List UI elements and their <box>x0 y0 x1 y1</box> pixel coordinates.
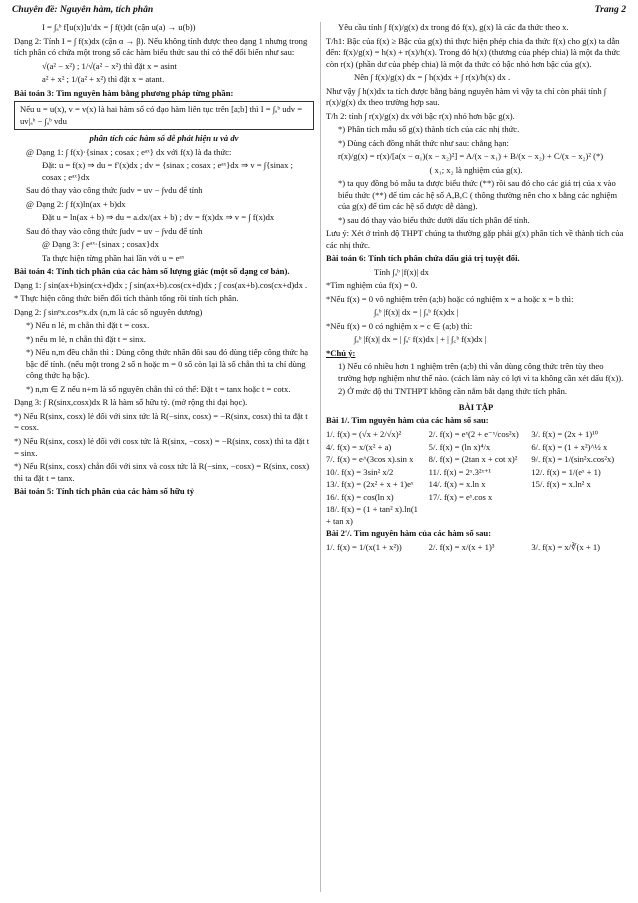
right-column-body <box>326 22 626 398</box>
right-paragraph: Yêu cầu tính ∫ f(x)/g(x) dx trong đó f(x), g(x) là các đa thức theo x. <box>338 22 569 32</box>
left-paragraph: Dạng 3: ∫ R(sinx,cosx)dx R là hàm số hữu tỷ. (mở rộng thi đại học). <box>14 397 248 408</box>
left-paragraph: Bài toán 3: Tìm nguyên hàm bằng phương pháp từng phần: <box>14 87 234 98</box>
exercise-item: 8/. f(x) = (2tan x + cot x)² <box>428 454 518 465</box>
right-column <box>326 22 626 554</box>
left-paragraph: *) Nếu n lẻ, m chẵn thì đặt t = cosx. <box>26 320 150 331</box>
left-paragraph: @ Dạng 1: ∫ f(x)·{sinax ; cosax ; eᵃˣ} dx với f(x) là đa thức: <box>26 146 232 157</box>
exercise-item: 10/. f(x) = 3sin² x/2 <box>326 466 394 477</box>
page-number: Trang 2 <box>594 4 626 15</box>
exercise-item <box>531 504 626 527</box>
left-paragraph: Dạng 2: ∫ sinⁿx.cosᵐx.dx (n,m là các số nguyên dương) <box>14 306 203 317</box>
exercise-item: 1/. f(x) = 1/(x(1 + x²)) <box>326 541 402 552</box>
left-paragraph: Nếu u = u(x), v = v(x) là hai hàm số có đạo hàm liên tục trên [a;b] thì I = ∫ₐᵇ udv = uv|ₐᵇ − ∫ₐᵇ vdu <box>14 101 314 130</box>
left-paragraph: @ Dạng 2: ∫ f(x)ln(ax + b)dx <box>26 198 126 209</box>
right-paragraph: 2) Ở mức độ thi TNTHPT không cần nắm bắt dạng thức tích phân. <box>338 386 568 397</box>
exercise-row <box>326 504 626 527</box>
left-paragraph: √(a² − x²) ; 1/√(a² − x²) thì đặt x = asint <box>42 60 177 71</box>
left-paragraph: * Thực hiện công thức biến đổi tích thành tổng rồi tính tích phân. <box>14 293 239 304</box>
exercise-item: 12/. f(x) = 1/(eˣ + 1) <box>531 466 601 477</box>
exercise-item: 17/. f(x) = eˣ.cos x <box>428 491 493 502</box>
exercise-2-title: Bài 2'/. Tìm nguyên hàm của các hàm số sau: <box>326 528 492 539</box>
left-paragraph: @ Dạng 3: ∫ eᵃˣ·{sinax ; cosax}dx <box>42 239 159 250</box>
exercise-item: 7/. f(x) = e^(3cos x).sin x <box>326 454 414 465</box>
exercise-row <box>326 492 626 504</box>
left-paragraph: *) nếu m lẻ, n chẵn thì đặt t = sinx. <box>26 333 146 344</box>
exercise-item: 1/. f(x) = (√x + 2/√x)² <box>326 428 402 439</box>
exercises-heading: BÀI TẬP <box>458 401 494 412</box>
exercise-item: 5/. f(x) = (ln x)⁴/x <box>428 441 491 452</box>
left-paragraph: *) Nếu R(sinx, cosx) lẻ đối với cosx tức là R(sinx, −cosx) = −R(sinx, cosx) thì ta đặt t = sinx. <box>14 435 310 458</box>
left-paragraph: Dạng 2: Tính I = ∫ f(x)dx (cận α → β). Nếu không tính được theo dạng 1 nhưng trong tích phân có chứa một trong số các hàm biểu thức sau thì có thể đổi biến như sau: <box>14 35 308 58</box>
left-paragraph: *) n,m ∈ Z nếu n+m là số nguyên chẵn thì có thể: Đặt t = tanx hoặc t = cotx. <box>26 383 291 394</box>
left-paragraph: Đặt: u = f(x) ⇒ du = f′(x)dx ; dv = {sinax ; cosax ; eᵃˣ}dx ⇒ v = ∫{sinax ; cosax ; eᵃˣ}dx <box>42 160 293 182</box>
exercise-item: 6/. f(x) = (1 + x²)^½ x <box>531 441 608 452</box>
left-paragraph: *) Nếu n,m đều chẵn thì : Dùng công thức nhân đôi sau đó dùng tiếp công thức hạ bậc để tính. (nếu một trong 2 số n hoặc m = 0 số còn lại là số chẵn thì ta chỉ dùng công thức hạ bậc). <box>26 347 309 381</box>
left-paragraph: *) Nếu R(sinx, cosx) chẵn đối với sinx và cosx tức là R(−sinx, −cosx) = R(sinx, cosx) thì ta đặt t = tanx. <box>14 461 310 483</box>
right-paragraph: Bài toán 6: Tính tích phân chứa dấu giá trị tuyệt đối. <box>326 253 520 264</box>
left-paragraph: I = ∫ₐᵇ f[u(x)]u′dx = ∫ f(t)dt (cận u(a) → u(b)) <box>42 22 196 32</box>
left-paragraph: Bài toán 4: Tính tích phân của các hàm số lượng giác (một số dạng cơ bản). <box>14 266 290 277</box>
right-paragraph: T/h 2: tính ∫ r(x)/g(x) dx với bậc r(x) nhỏ hơn bậc g(x). <box>326 110 515 121</box>
left-column <box>14 22 314 500</box>
right-paragraph: *) sau đó thay vào biểu thức dưới dấu tích phân để tính. <box>338 214 530 225</box>
exercise-item: 13/. f(x) = (2x² + x + 1)eˣ <box>326 479 414 490</box>
right-paragraph: 1) Nếu có nhiều hơn 1 nghiệm trên (a;b) thì vẫn dùng công thức trên tùy theo trường hợp nghiệm như thế nào. (cách làm này có lợi vì ta không cần xét dấu f(x)). <box>338 361 624 383</box>
right-paragraph: ∫ₐᵇ |f(x)| dx = | ∫ₐᵇ f(x)dx | <box>374 307 459 318</box>
left-paragraph: *) Nếu R(sinx, cosx) lẻ đối với sinx tức là R(−sinx, cosx) = −R(sinx, cosx) thì ta đặt t = cosx. <box>14 410 308 433</box>
left-paragraph: Đặt u = ln(ax + b) ⇒ du = a.dx/(ax + b) ; dv = f(x)dx ⇒ v = ∫ f(x)dx <box>42 212 275 223</box>
left-paragraph: Dạng 1: ∫ sin(ax+b)sin(cx+d)dx ; ∫ sin(ax+b).cos(cx+d)dx ; ∫ cos(ax+b).cos(cx+d)dx . <box>14 279 308 290</box>
left-paragraph: Sau đó thay vào công thức ∫udv = uv − ∫vdu để tính <box>26 185 203 196</box>
right-paragraph: Lưu ý: Xét ở trình độ THPT chúng ta thường gặp phải g(x) phân tích về thành tích của các nhị thức. <box>326 228 624 250</box>
exercise-item: 18/. f(x) = (1 + tan² x).ln(1 + tan x) <box>326 504 418 526</box>
exercise-row <box>326 429 626 441</box>
column-divider <box>320 22 321 892</box>
exercise-item <box>429 504 524 527</box>
right-paragraph: Như vậy ∫ h(x)dx ta tích được bằng bảng nguyên hàm vì vậy ta chỉ còn phải tính ∫ r(x)/g(x) dx theo trường hợp sau. <box>326 85 607 108</box>
exercise-item: 2/. f(x) = x/(x + 1)³ <box>428 541 495 552</box>
exercise-1-list <box>326 429 626 527</box>
exercise-row <box>326 479 626 491</box>
right-paragraph: *Chú ý: <box>326 347 356 358</box>
exercise-row <box>326 467 626 479</box>
exercise-1-title: Bài 1/. Tìm nguyên hàm của các hàm số sau: <box>326 415 489 426</box>
right-paragraph: ( x₁; x₂ là nghiệm của g(x). <box>429 164 523 175</box>
left-paragraph: a² + x² ; 1/(a² + x²) thì đặt x = atant. <box>42 74 165 85</box>
exercise-item: 3/. f(x) = x/∛(x + 1) <box>531 541 600 552</box>
right-paragraph: *Nếu f(x) = 0 vô nghiệm trên (a;b) hoặc có nghiệm x = a hoặc x = b thì: <box>326 293 574 304</box>
right-paragraph: *Tìm nghiệm của f(x) = 0. <box>326 280 418 291</box>
right-paragraph: T/h1: Bậc của f(x) ≥ Bậc của g(x) thì thực hiện phép chia đa thức f(x) cho g(x) ta dẫn đến: f(x)/g(x) = h(x) + r(x)/h(x). Trong đó h(x) (thương của phép chia) là một đa thức còn r(x) (phần dư của phép chia) là một đa thức có bậc nhỏ hơn bậc của g(x). <box>326 35 620 69</box>
exercise-item: 3/. f(x) = (2x + 1)¹⁰ <box>531 428 599 439</box>
right-paragraph: *) ta quy đồng bỏ mẫu ta được biểu thức (**) rồi sau đó cho các giá trị của x vào biểu thức (**) để tìm các hệ số A,B,C ( thông thường nên cho x bằng các nghiệm của g(x) để tìm các hệ số được dễ dàng). <box>338 178 618 212</box>
exercise-row <box>326 542 626 554</box>
exercise-item: 11/. f(x) = 2ˣ.3²ˣ⁺¹ <box>428 466 492 477</box>
exercise-item: 15/. f(x) = x.ln² x <box>531 479 591 490</box>
exercise-2-list <box>326 542 626 554</box>
doc-title: Chuyên đề: Nguyên hàm, tích phân <box>12 4 154 15</box>
exercise-item: 4/. f(x) = x/(x² + a) <box>326 441 392 452</box>
exercise-item <box>531 492 626 504</box>
right-paragraph: r(x)/g(x) = r(x)/[a(x − α₁)(x − x₂)²] = A/(x − x₁) + B/(x − x₂) + C/(x − x₂)² (*) <box>338 151 604 162</box>
exercise-item: 2/. f(x) = eˣ(2 + e⁻ˣ/cos²x) <box>428 428 519 439</box>
right-paragraph: ∫ₐᵇ |f(x)| dx = | ∫ₐᶜ f(x)dx | + | ∫꜀ᵇ f(x)dx | <box>354 334 487 345</box>
right-paragraph: *Nếu f(x) = 0 có nghiệm x = c ∈ (a;b) thì: <box>326 320 473 331</box>
exercise-row <box>326 454 626 466</box>
page-header <box>12 4 626 18</box>
left-paragraph: Sau đó thay vào công thức ∫udv = uv − ∫vdu để tính <box>26 225 203 236</box>
right-paragraph: Nên ∫ f(x)/g(x) dx = ∫ h(x)dx + ∫ r(x)/h(x) dx . <box>354 72 511 83</box>
right-paragraph: Tính ∫ₐᵇ |f(x)| dx <box>374 266 429 277</box>
right-paragraph: *) Phân tích mẫu số g(x) thành tích của các nhị thức. <box>338 124 520 135</box>
left-paragraph: phân tích các hàm số dễ phát hiện u và dv <box>89 133 239 144</box>
exercise-item: 16/. f(x) = cos(ln x) <box>326 491 394 502</box>
right-paragraph: *) Dùng cách đồng nhất thức như sau: chẳng hạn: <box>338 137 509 148</box>
left-paragraph: Bài toán 5: Tính tích phân của các hàm số hữu tỷ <box>14 486 195 497</box>
left-paragraph: Ta thực hiện từng phần hai lần với u = eᵃˣ <box>42 252 185 263</box>
exercise-row <box>326 442 626 454</box>
exercise-item: 9/. f(x) = 1/(sin²x.cos²x) <box>531 454 615 465</box>
exercise-item: 14/. f(x) = x.ln x <box>428 479 486 490</box>
